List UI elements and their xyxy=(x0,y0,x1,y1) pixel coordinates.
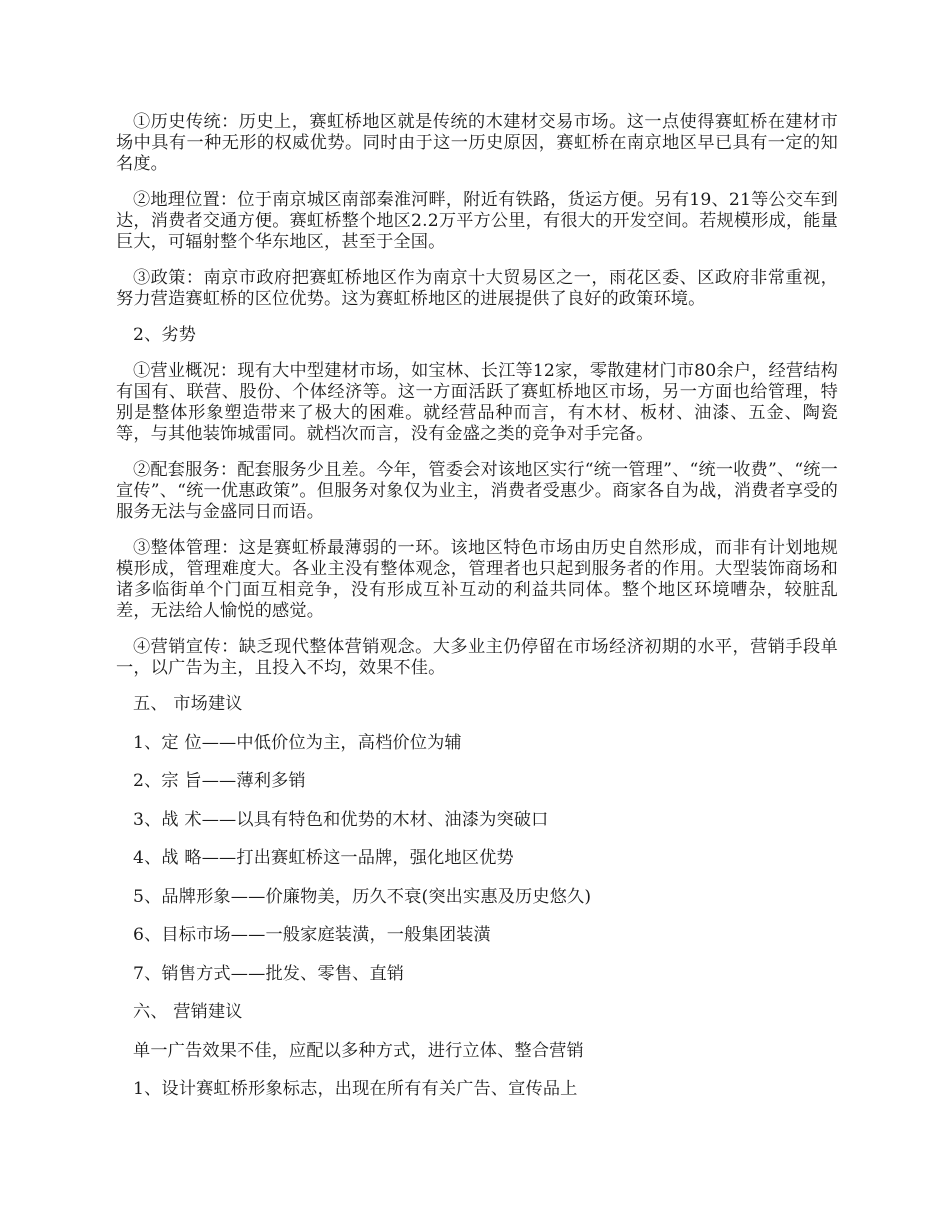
paragraph-business: ①营业概况：现有大中型建材市场，如宝林、长江等12家，零散建材门市80余户，经营结构有国有、联营、股份、个体经济等。这一方面活跃了赛虹桥地区市场，另一方面也给管理，特别是整体形象塑造带来了极大的困难。就经营品种而言，有木材、板材、油漆、五金、陶瓷等，与其他装饰城雷同。就档次而言，没有金盛之类的竞争对手完备。 xyxy=(116,361,838,444)
list-item: 3、战 术——以具有特色和优势的木材、油漆为突破口 xyxy=(133,809,549,830)
list-item: 2、宗 旨——薄利多销 xyxy=(133,771,306,791)
list-item: 4、战 略——打出赛虹桥这一品牌，强化地区优势 xyxy=(133,848,514,868)
list-item: 1、设计赛虹桥形象标志，出现在所有有关广告、宣传品上 xyxy=(133,1079,578,1099)
paragraph-integrated-marketing: 单一广告效果不佳，应配以多种方式，进行立体、整合营销 xyxy=(133,1040,584,1061)
paragraph-location: ②地理位置：位于南京城区南部秦淮河畔，附近有铁路，货运方便。另有19、21等公交车到达，消费者交通方便。赛虹桥整个地区2.2万平方公里，有很大的开发空间。若规模形成，能量巨大，可辐射整个华东地区，甚至于全国。 xyxy=(116,190,838,252)
paragraph-services: ②配套服务：配套服务少且差。今年，管委会对该地区实行“统一管理”、“统一收费”、“统一宣传”、“统一优惠政策”。但服务对象仅为业主，消费者受惠少。商家各自为战，消费者享受的服务无法与金盛同日而语。 xyxy=(116,460,838,522)
paragraph-history: ①历史传统：历史上，赛虹桥地区就是传统的木建材交易市场。这一点使得赛虹桥在建材市场中具有一种无形的权威优势。同时由于这一历史原因，赛虹桥在南京地区早已具有一定的知名度。 xyxy=(116,112,838,174)
paragraph-marketing: ④营销宣传：缺乏现代整体营销观念。大多业主仍停留在市场经济初期的水平，营销手段单一，以广告为主，且投入不均，效果不佳。 xyxy=(116,637,838,678)
list-item: 5、品牌形象——价廉物美，历久不衰(突出实惠及历史悠久) xyxy=(133,886,592,907)
list-item: 6、目标市场——一般家庭装潢，一般集团装潢 xyxy=(133,925,491,945)
document-page xyxy=(116,112,838,1118)
heading-marketing-advice: 六、 营销建议 xyxy=(133,1002,243,1022)
paragraph-management: ③整体管理：这是赛虹桥最薄弱的一环。该地区特色市场由历史自然形成，而非有计划地规模形成，管理难度大。各业主没有整体观念，管理者也只起到服务者的作用。大型装饰商场和诸多临街单个门面互相竞争，没有形成互补互动的利益共同体。整个地区环境嘈杂，较脏乱差，无法给人愉悦的感觉。 xyxy=(116,538,838,621)
list-item: 7、销售方式——批发、零售、直销 xyxy=(133,963,405,984)
heading-market-advice: 五、 市场建议 xyxy=(133,694,243,714)
list-item: 1、定 位——中低价位为主，高档价位为辅 xyxy=(133,732,462,753)
heading-weakness: 2、劣势 xyxy=(133,325,197,345)
paragraph-policy: ③政策：南京市政府把赛虹桥地区作为南京十大贸易区之一，雨花区委、区政府非常重视，努力营造赛虹桥的区位优势。这为赛虹桥地区的进展提供了良好的政策环境。 xyxy=(116,268,838,309)
